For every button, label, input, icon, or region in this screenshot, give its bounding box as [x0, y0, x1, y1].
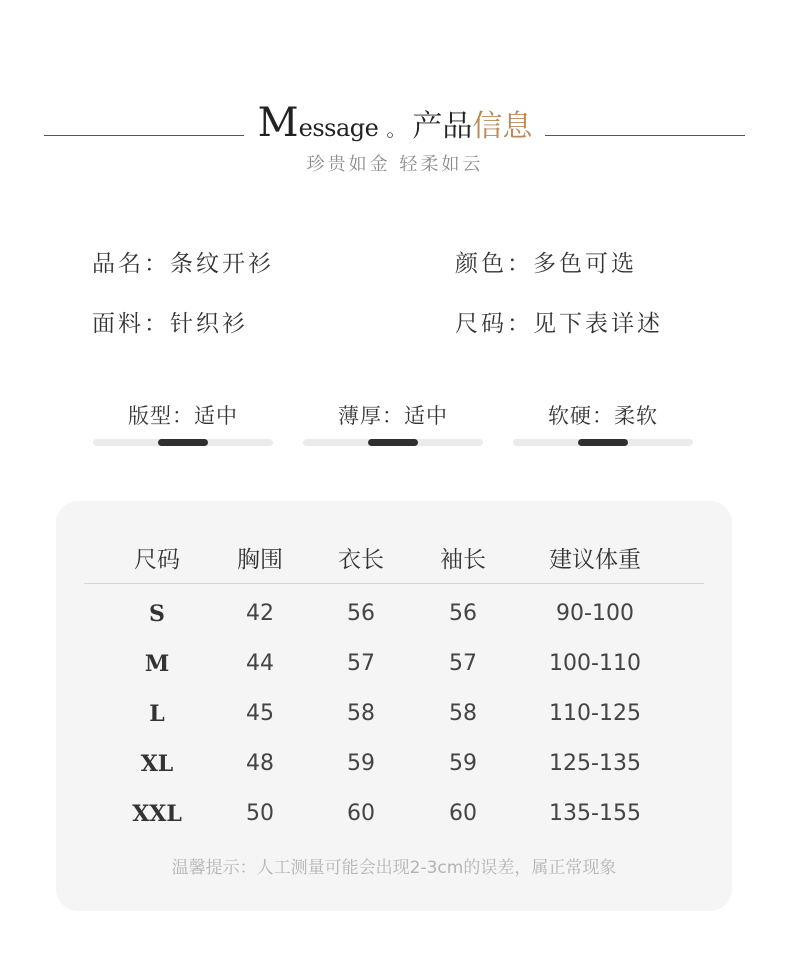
- table-cell: 125-135: [549, 751, 641, 776]
- table-cell: 57: [449, 651, 477, 676]
- title-cn-info: 信息: [472, 109, 533, 144]
- table-cell: 90-100: [556, 601, 634, 626]
- metric-label: 软硬：柔软: [548, 404, 658, 428]
- table-cell: 56: [449, 601, 477, 626]
- table-header-size: 尺码: [134, 547, 180, 573]
- title-en-rest: essage: [298, 114, 379, 142]
- metric-thickness: [303, 400, 483, 450]
- table-cell: 58: [449, 701, 477, 726]
- table-cell-size: XXL: [132, 801, 182, 827]
- table-header-divider: [84, 583, 704, 584]
- info-size: 尺码：见下表详述: [455, 311, 663, 337]
- table-cell: 58: [347, 701, 375, 726]
- title-cn-product: 产品: [412, 109, 473, 144]
- measurement-note: 温馨提示：人工测量可能会出现2-3cm的误差，属正常现象: [171, 858, 617, 878]
- metric-track: [303, 439, 483, 446]
- metric-track: [513, 439, 693, 446]
- metric-label: 版型：适中: [128, 404, 238, 428]
- table-cell: 42: [246, 601, 274, 626]
- table-cell: 56: [347, 601, 375, 626]
- metric-label: 薄厚：适中: [338, 404, 448, 428]
- table-cell-size: S: [149, 601, 165, 627]
- info-product-name: 品名：条纹开衫: [92, 251, 274, 277]
- metric-indicator: [368, 439, 418, 446]
- table-cell: 135-155: [549, 801, 641, 826]
- info-color: 颜色：多色可选: [455, 251, 637, 277]
- table-cell: 59: [347, 751, 375, 776]
- metric-softness: [513, 400, 693, 450]
- table-cell: 110-125: [549, 701, 641, 726]
- table-cell: 45: [246, 701, 274, 726]
- metric-fit: [93, 400, 273, 450]
- table-cell: 60: [449, 801, 477, 826]
- title-en-capital: M: [257, 100, 299, 146]
- table-cell-size: L: [149, 701, 165, 727]
- table-cell: 59: [449, 751, 477, 776]
- table-cell: 57: [347, 651, 375, 676]
- table-cell: 50: [246, 801, 274, 826]
- metric-indicator: [578, 439, 628, 446]
- table-cell-size: M: [144, 651, 170, 677]
- section-subtitle: 珍贵如金 轻柔如云: [306, 154, 484, 175]
- table-header-sleeve: 袖长: [440, 547, 486, 573]
- table-header-length: 衣长: [338, 547, 384, 573]
- table-cell-size: XL: [140, 751, 174, 777]
- info-fabric: 面料：针织衫: [92, 311, 248, 337]
- title-dot: 。: [386, 117, 407, 141]
- table-cell: 100-110: [549, 651, 641, 676]
- metric-track: [93, 439, 273, 446]
- table-cell: 48: [246, 751, 274, 776]
- table-cell: 44: [246, 651, 274, 676]
- size-table-panel: [56, 501, 732, 911]
- table-cell: 60: [347, 801, 375, 826]
- table-header-weight: 建议体重: [549, 547, 641, 573]
- section-title: [0, 100, 790, 146]
- table-header-chest: 胸围: [237, 547, 283, 573]
- metric-indicator: [158, 439, 208, 446]
